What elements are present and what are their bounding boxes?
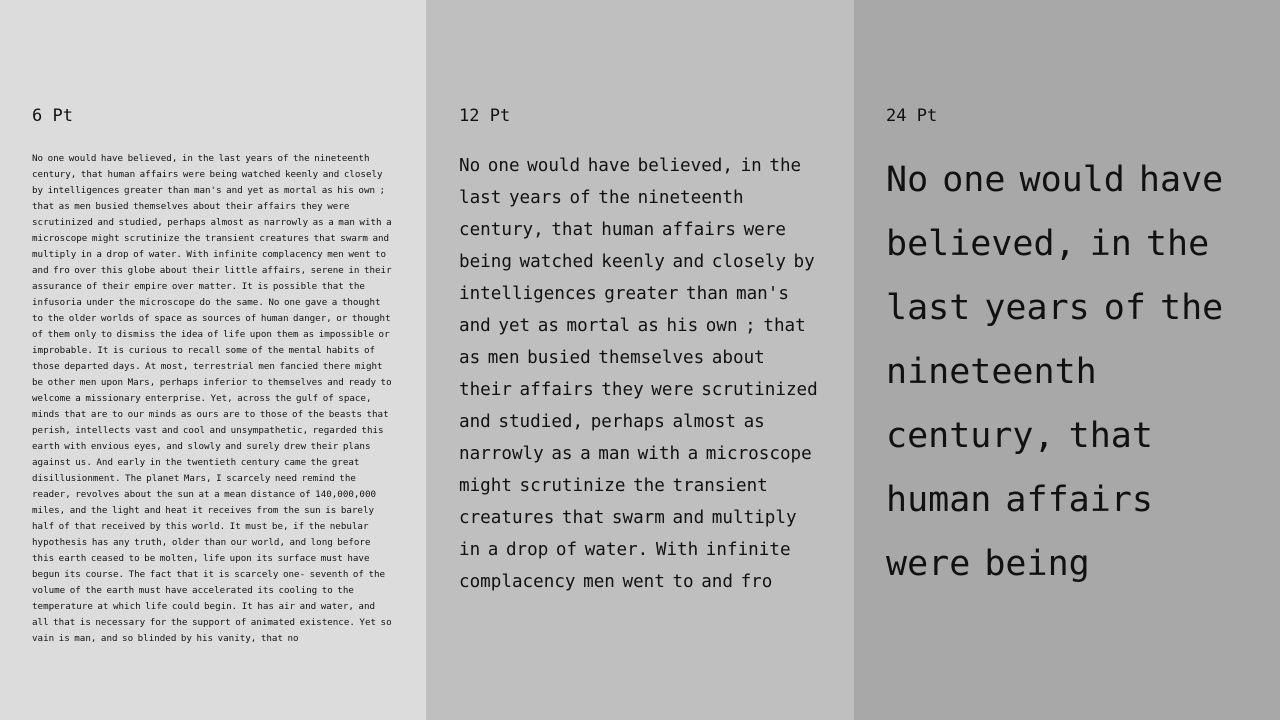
specimen-text-6pt: No one would have believed, in the last years of the nineteenth century, that human affairs were being watched keenly and closely by intelligences greater than man's and yet as mortal as his own ; that as men busied themselves about their affairs they were scrutinized and studied, perhaps almost as narrowly as a man with a microscope might scrutinize the transient creatures that swarm and multiply in a drop of water. With infinite complacency men went to and fro over this globe about their little affairs, serene in their assurance of their empire over matter. It is possible that the infusoria under the microscope do the same. No one gave a thought to the older worlds of space as sources of human danger, or thought of them only to dismiss the idea of life upon them as impossible or improbable. It is curious to recall some of the mental habits of those departed days. At most, terrestrial men fancied there might be other men upon Mars, perhaps inferior to themselves and ready to welcome a missionary enterprise. Yet, across the gulf of space, minds that are to our minds as ours are to those of the beasts that perish, intellects vast and cool and unsympathetic, regarded this earth with envious eyes, and slowly and surely drew their plans against us. And early in the twentieth century came the great disillusionment. The planet Mars, I scarcely need remind the reader, revolves about the sun at a mean distance of 140,000,000 miles, and the light and heat it receives from the sun is barely half of that received by this world. It must be, if the nebular hypothesis has any truth, older than our world, and long before this earth ceased to be molten, life upon its surface must have begun its course. The fact that it is scarcely one- seventh of the volume of the earth must have accelerated its cooling to the temperature at which life could begin. It has air and water, and all that is necessary for the support of animated existence. Yet so vain is man, and so blinded by his vanity, that no [32,153,392,644]
specimen-panel-24pt [854,0,1280,720]
specimen-text-24pt: No one would have believed, in the last years of the nineteenth century, that human affairs were being [886,160,1224,584]
specimen-panel-6pt [0,0,426,720]
size-label-24pt: 24 Pt [886,106,938,126]
size-label-6pt: 6 Pt [32,106,73,126]
size-label-12pt: 12 Pt [459,106,511,126]
specimen-text-12pt: No one would have believed, in the last years of the nineteenth century, that human affairs were being watched keenly and closely by intelligences greater than man's and yet as mortal as his own ; that as men busied themselves about their affairs they were scrutinized and studied, perhaps almost as narrowly as a man with a microscope might scrutinize the transient creatures that swarm and multiply in a drop of water. With infinite complacency men went to and fro [459,156,818,592]
specimen-panel-12pt [426,0,854,720]
